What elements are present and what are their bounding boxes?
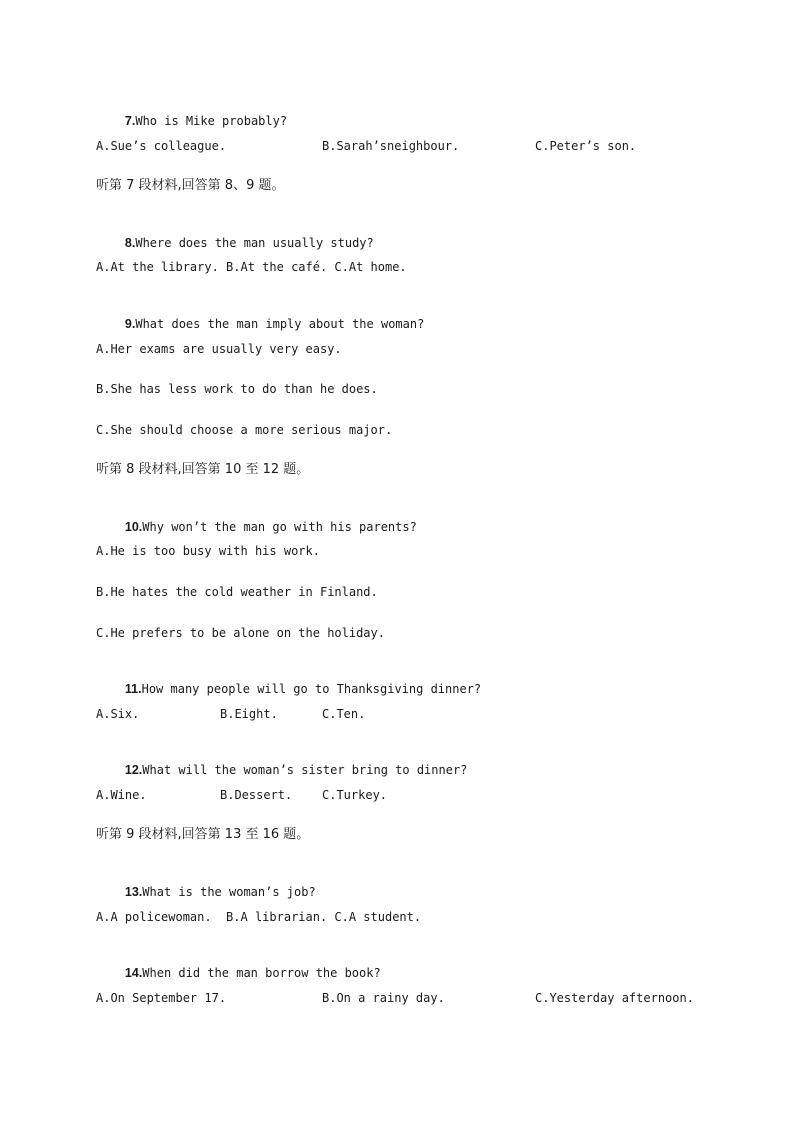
question-text: Why won’t the man go with his parents? — [142, 520, 417, 534]
option-a: A.He is too busy with his work. — [96, 544, 320, 558]
question-number: 9. — [124, 317, 136, 331]
question-number: 8. — [124, 236, 136, 250]
option-a: A.On September 17. — [96, 991, 227, 1005]
option-c: C.Yesterday afternoon. — [535, 991, 694, 1005]
option-c: C.Turkey. — [322, 788, 388, 802]
question-text: When did the man borrow the book? — [142, 966, 381, 980]
section-instruction-9: 听第 9 段材料,回答第 13 至 16 题。 — [96, 827, 310, 842]
option-b: B.He hates the cold weather in Finland. — [96, 585, 378, 599]
options-line: A.At the library. B.At the café. C.At home. — [96, 260, 407, 274]
option-a: A.Her exams are usually very easy. — [96, 342, 342, 356]
question-number: 14. — [124, 966, 143, 980]
option-b: B.She has less work to do than he does. — [96, 382, 378, 396]
question-text: What is the woman’s job? — [142, 885, 316, 899]
option-c: C.Ten. — [322, 707, 366, 721]
question-number: 12. — [124, 763, 143, 777]
option-b: B.On a rainy day. — [322, 991, 445, 1005]
option-b: B.Dessert. — [220, 788, 293, 802]
question-number: 13. — [124, 885, 143, 899]
option-a: A.Wine. — [96, 788, 147, 802]
option-b: B.Sarah’sneighbour. — [322, 139, 460, 153]
option-a: A.Sue’s colleague. — [96, 139, 227, 153]
question-text: What will the woman’s sister bring to dinner? — [142, 763, 468, 777]
question-text: How many people will go to Thanksgiving dinner? — [141, 682, 482, 696]
question-number: 10. — [124, 520, 143, 534]
option-c: C.Peter’s son. — [535, 139, 637, 153]
option-c: C.She should choose a more serious major. — [96, 423, 393, 437]
option-a: A.Six. — [96, 707, 140, 721]
section-instruction-7: 听第 7 段材料,回答第 8、9 题。 — [96, 178, 285, 193]
options-line: A.A policewoman. B.A librarian. C.A student. — [96, 910, 422, 924]
question-number: 7. — [124, 114, 136, 128]
option-b: B.Eight. — [220, 707, 278, 721]
question-11 — [96, 665, 481, 713]
option-c: C.He prefers to be alone on the holiday. — [96, 626, 385, 640]
question-text: Who is Mike probably? — [135, 114, 288, 128]
question-text: Where does the man usually study? — [135, 236, 374, 250]
question-number: 11. — [124, 682, 142, 696]
question-text: What does the man imply about the woman? — [135, 317, 425, 331]
section-instruction-8: 听第 8 段材料,回答第 10 至 12 题。 — [96, 462, 310, 477]
